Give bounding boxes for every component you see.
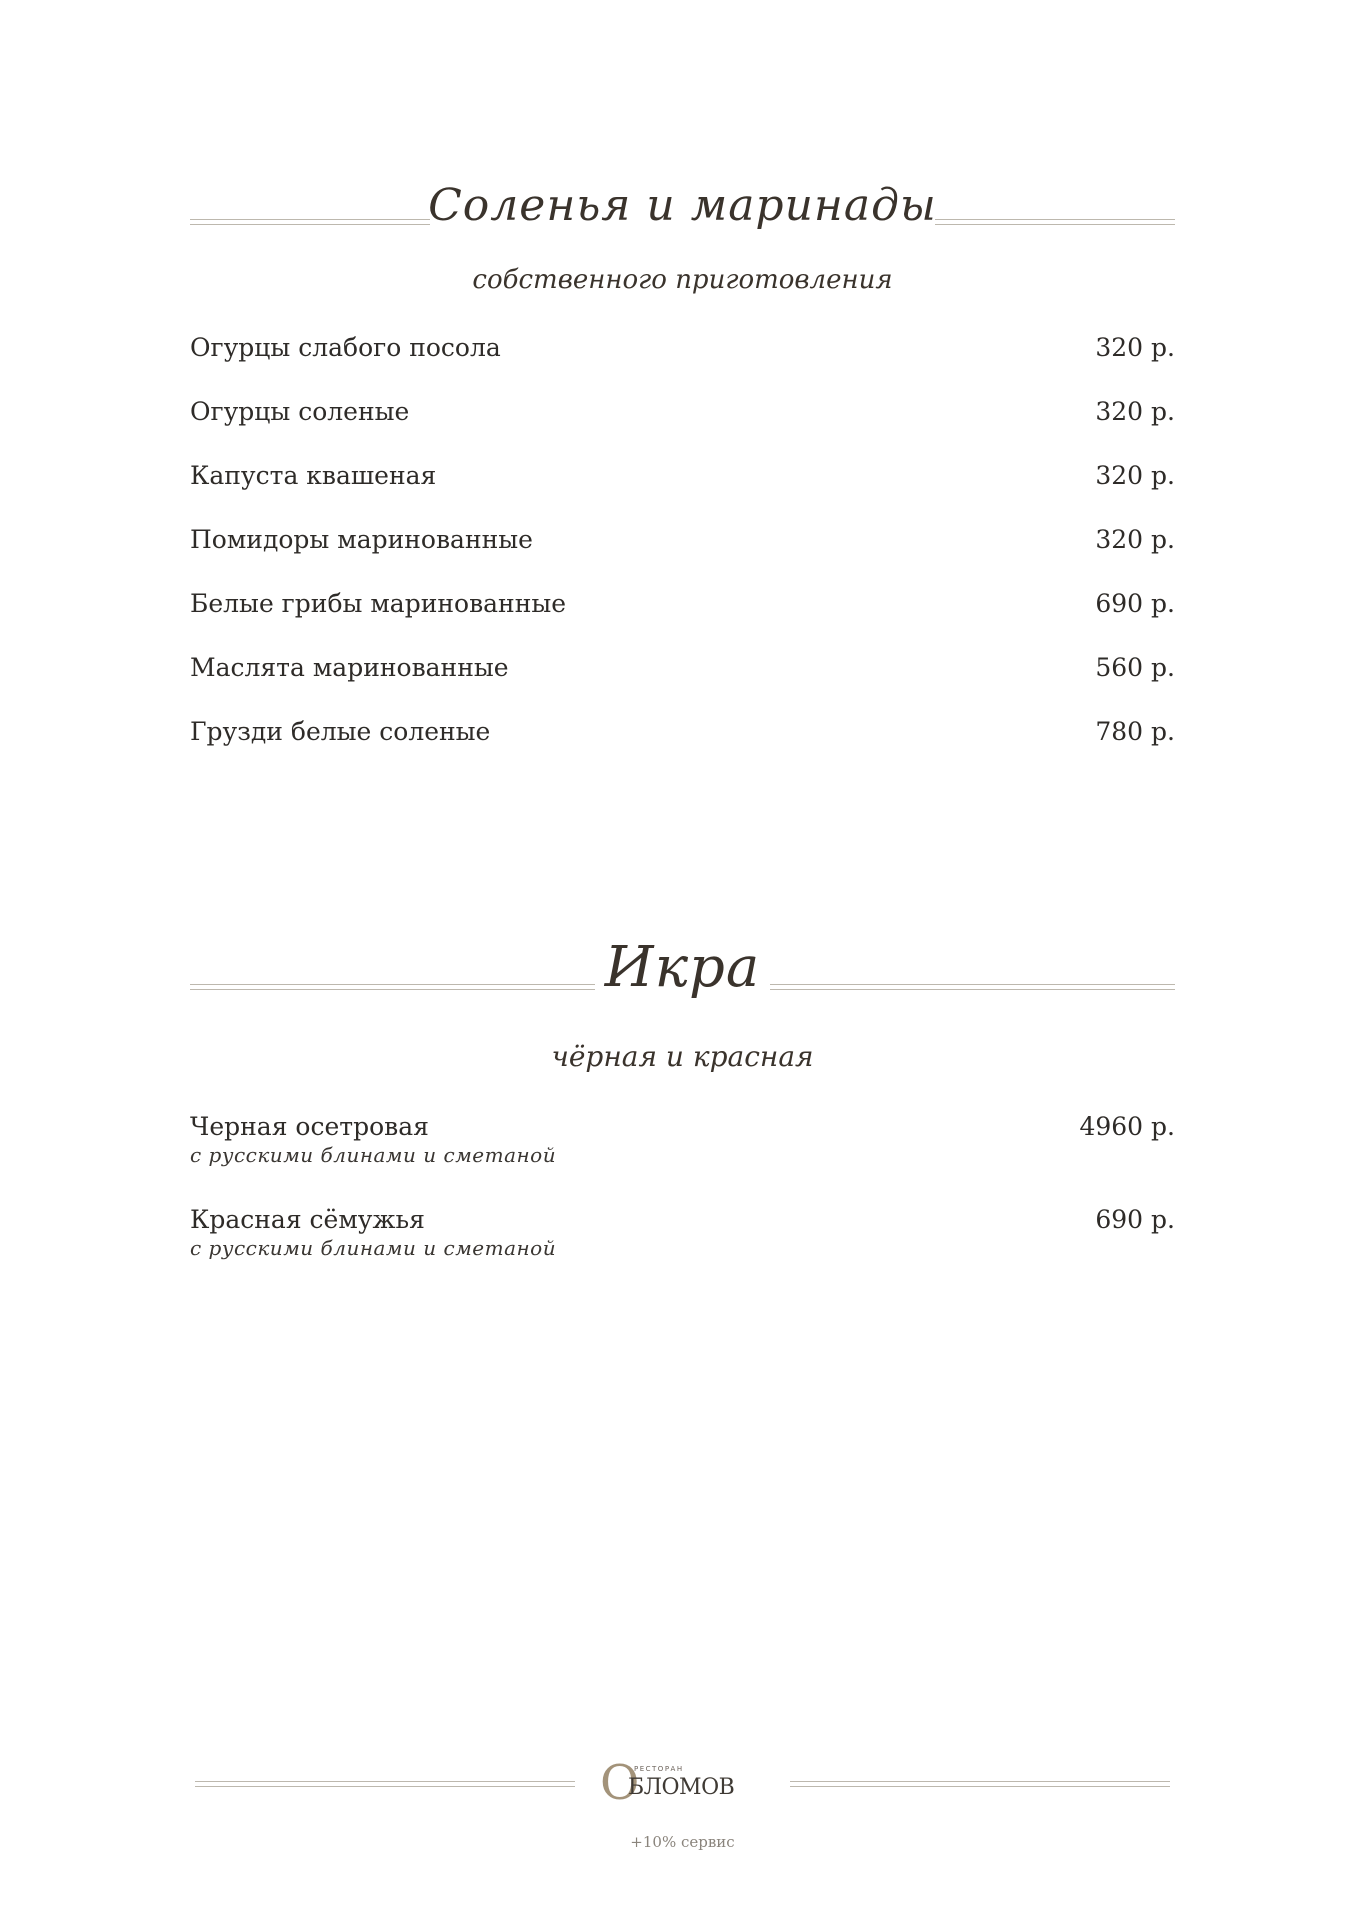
item-price: 320 р. [1095, 333, 1175, 362]
section-header-pickles [190, 160, 1175, 310]
item-name: Помидоры маринованные [190, 525, 533, 554]
item-name: Огурцы слабого посола [190, 333, 501, 362]
logo-caption: РЕСТОРАН [634, 1765, 684, 1773]
item-price: 690 р. [1095, 1205, 1175, 1234]
section-subtitle: чёрная и красная [551, 1040, 814, 1073]
section-header-caviar [190, 925, 1175, 1085]
item-name: Маслята маринованные [190, 653, 509, 682]
item-price: 320 р. [1095, 525, 1175, 554]
item-price: 4960 р. [1079, 1112, 1175, 1141]
footer [190, 1755, 1175, 1875]
logo-letter: О [600, 1755, 640, 1811]
item-price: 560 р. [1095, 653, 1175, 682]
section-subtitle: собственного приготовления [472, 265, 893, 295]
item-name: Красная сёмужья [190, 1205, 425, 1234]
item-name: Черная осетровая [190, 1112, 429, 1141]
section-title: Соленья и маринады [428, 180, 937, 231]
item-name: Белые грибы маринованные [190, 589, 567, 618]
item-price: 320 р. [1095, 397, 1175, 426]
item-name: Грузди белые соленые [190, 717, 491, 746]
service-note: +10% сервис [630, 1833, 735, 1851]
logo-name: БЛОМОВ [628, 1775, 735, 1800]
item-price: 320 р. [1095, 461, 1175, 490]
restaurant-logo [600, 1755, 770, 1815]
item-price: 780 р. [1095, 717, 1175, 746]
item-description: с русскими блинами и сметаной [190, 1143, 557, 1167]
section-title: Икра [604, 935, 761, 1000]
footer-line-left [195, 1781, 575, 1787]
item-name: Капуста квашеная [190, 461, 437, 490]
item-description: с русскими блинами и сметаной [190, 1236, 557, 1260]
footer-line-right [790, 1781, 1170, 1787]
item-name: Огурцы соленые [190, 397, 410, 426]
menu-list-caviar [190, 1112, 1175, 1272]
item-price: 690 р. [1095, 589, 1175, 618]
menu-list-pickles [190, 333, 1175, 753]
